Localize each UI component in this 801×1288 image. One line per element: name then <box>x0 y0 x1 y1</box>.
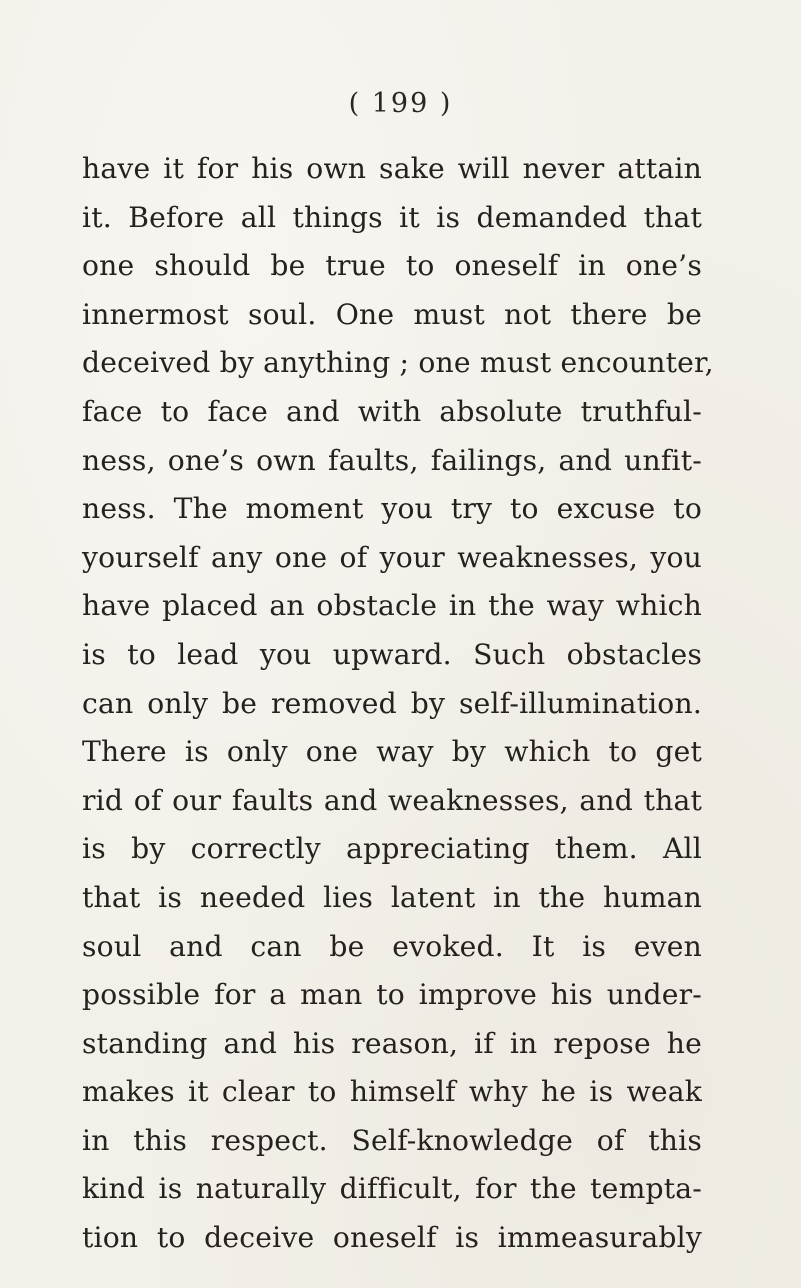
text-line-16: that is needed lies latent in the human <box>82 880 702 914</box>
text-line-14: rid of our faults and weaknesses, and that <box>82 783 702 817</box>
page-number: ( 199 ) <box>348 88 453 119</box>
text-line-22: kind is naturally difficult, for the tempta- <box>82 1172 702 1206</box>
text-line-8: ness. The moment you try to excuse to <box>82 492 702 526</box>
text-line-21: in this respect. Self-knowledge of this <box>82 1123 702 1157</box>
text-line-11: is to lead you upward. Such obstacles <box>82 637 702 671</box>
text-line-2: it. Before all things it is demanded that <box>82 200 702 234</box>
text-line-23: tion to deceive oneself is immeasurably <box>82 1221 702 1255</box>
text-line-18: possible for a man to improve his under- <box>82 978 702 1012</box>
text-line-4: innermost soul. One must not there be <box>82 297 702 331</box>
text-line-9: yourself any one of your weaknesses, you <box>82 540 702 574</box>
text-line-12: can only be removed by self-illumination. <box>82 686 702 720</box>
text-line-7: ness, one’s own faults, failings, and unfit- <box>82 443 702 477</box>
text-line-15: is by correctly appreciating them. All <box>82 832 702 866</box>
body-text <box>82 145 714 1263</box>
text-line-20: makes it clear to himself why he is weak <box>82 1075 702 1109</box>
text-line-6: face to face and with absolute truthful- <box>82 394 702 428</box>
text-line-10: have placed an obstacle in the way which <box>82 589 702 623</box>
text-line-1: have it for his own sake will never attain <box>82 152 702 185</box>
text-line-3: one should be true to oneself in one’s <box>82 249 702 283</box>
text-line-13: There is only one way by which to get <box>82 735 702 769</box>
text-line-5: deceived by anything ; one must encounter, <box>82 346 714 380</box>
text-line-19: standing and his reason, if in repose he <box>82 1026 702 1060</box>
text-line-17: soul and can be evoked. It is even <box>82 929 702 963</box>
